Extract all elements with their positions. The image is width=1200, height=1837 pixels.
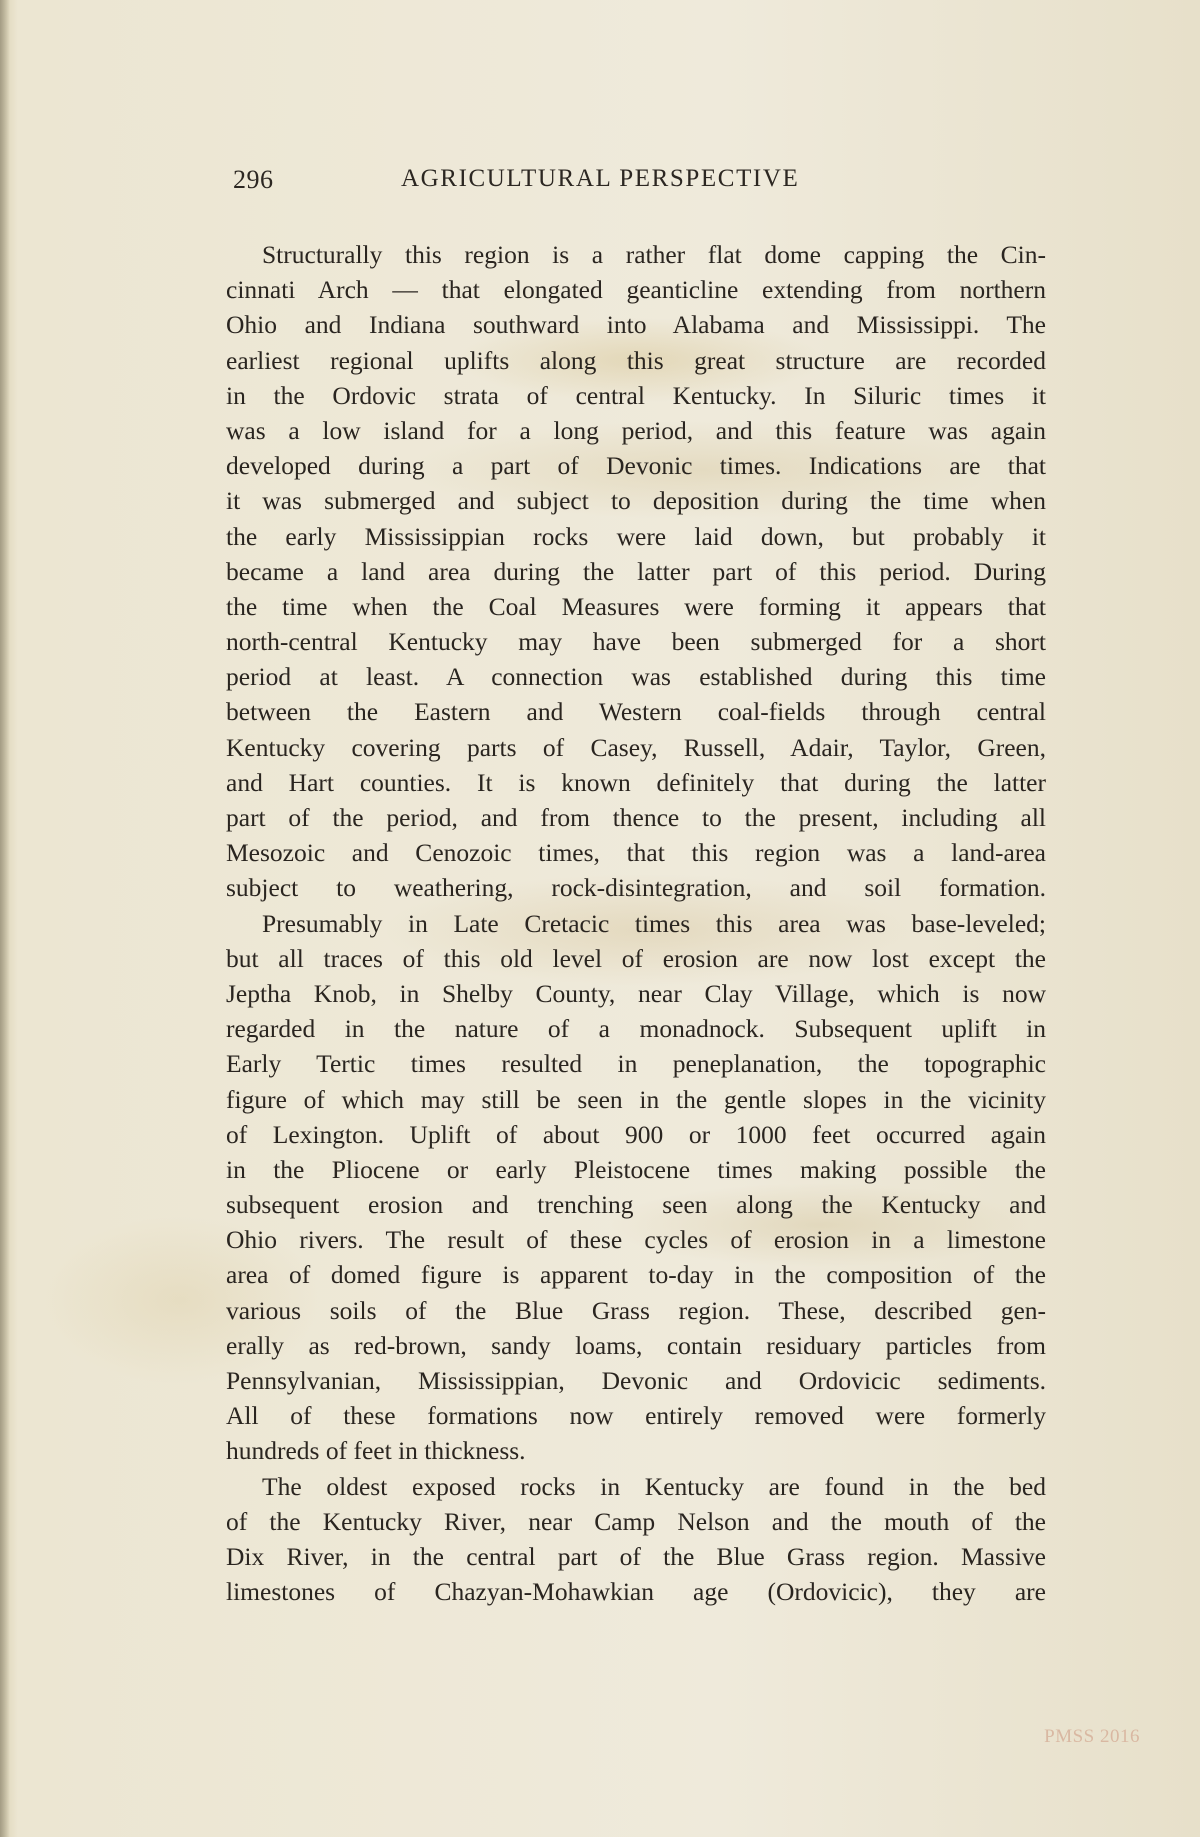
body-text [226, 237, 1046, 1609]
text-line: regarded in the nature of a monadnock. Subsequent uplift in [226, 1014, 1046, 1044]
text-line: cinnati Arch — that elongated geanticline extending from northern [226, 275, 1046, 305]
text-line: the early Mississippian rocks were laid down, but probably it [226, 521, 1046, 551]
text-line: Presumably in Late Cretacic times this area was base-leveled; [262, 908, 1046, 938]
text-line: figure of which may still be seen in the gentle slopes in the vicinity [226, 1084, 1046, 1114]
text-line: of the Kentucky River, near Camp Nelson and the mouth of the [226, 1506, 1046, 1536]
text-line: and Hart counties. It is known definitely that during the latter [226, 767, 1046, 797]
text-line: earliest regional uplifts along this great structure are recorded [226, 345, 1046, 375]
text-line: became a land area during the latter part of this period. During [226, 556, 1046, 586]
text-line: Pennsylvanian, Mississippian, Devonic and Ordovicic sediments. [226, 1366, 1046, 1395]
text-line: All of these formations now entirely removed were formerly [226, 1401, 1046, 1431]
text-line: but all traces of this old level of erosion are now lost except the [226, 943, 1046, 973]
text-line: Early Tertic times resulted in peneplanation, the topographic [226, 1049, 1046, 1079]
text-line: north-central Kentucky may have been submerged for a short [226, 627, 1046, 657]
watermark: PMSS 2016 [1044, 1726, 1140, 1747]
text-line: Ohio and Indiana southward into Alabama and Mississippi. The [226, 310, 1046, 340]
text-line: between the Eastern and Western coal-fields through central [226, 697, 1046, 727]
text-line: of Lexington. Uplift of about 900 or 1000 feet occurred again [226, 1119, 1046, 1149]
text-line: part of the period, and from thence to the present, including all [226, 803, 1046, 832]
text-line: various soils of the Blue Grass region. These, described gen- [226, 1295, 1046, 1325]
text-line: Ohio rivers. The result of these cycles of erosion in a limestone [226, 1225, 1046, 1255]
text-line: Mesozoic and Cenozoic times, that this region was a land-area [226, 838, 1046, 868]
text-line: Kentucky covering parts of Casey, Russell, Adair, Taylor, Green, [226, 732, 1046, 762]
text-line: hundreds of feet in thickness. [226, 1436, 526, 1466]
text-line: subject to weathering, rock-disintegration, and soil formation. [226, 873, 1046, 903]
text-line: subsequent erosion and trenching seen along the Kentucky and [226, 1190, 1046, 1220]
text-line: limestones of Chazyan-Mohawkian age (Ordovicic), they are [226, 1577, 1046, 1607]
text-line: Structurally this region is a rather flat dome capping the Cin- [262, 240, 1046, 269]
text-line: in the Pliocene or early Pleistocene times making possible the [226, 1154, 1046, 1184]
text-line: area of domed figure is apparent to-day in the composition of the [226, 1260, 1046, 1290]
text-line: The oldest exposed rocks in Kentucky are found in the bed [262, 1471, 1046, 1501]
text-line: the time when the Coal Measures were forming it appears that [226, 591, 1046, 621]
page-header [233, 165, 1038, 205]
text-line: was a low island for a long period, and this feature was again [226, 415, 1046, 445]
text-line: Dix River, in the central part of the Blue Grass region. Massive [226, 1541, 1046, 1571]
text-line: erally as red-brown, sandy loams, contain residuary particles from [226, 1330, 1046, 1360]
page-edge-shadow [0, 0, 10, 1837]
running-head: AGRICULTURAL PERSPECTIVE [401, 165, 800, 192]
page-number: 296 [233, 165, 274, 194]
text-line: developed during a part of Devonic times. Indications are that [226, 451, 1046, 481]
text-line: period at least. A connection was established during this time [226, 662, 1046, 692]
text-line: it was submerged and subject to deposition during the time when [226, 486, 1046, 516]
text-line: in the Ordovic strata of central Kentucky. In Siluric times it [226, 380, 1046, 410]
text-line: Jeptha Knob, in Shelby County, near Clay Village, which is now [226, 978, 1046, 1008]
